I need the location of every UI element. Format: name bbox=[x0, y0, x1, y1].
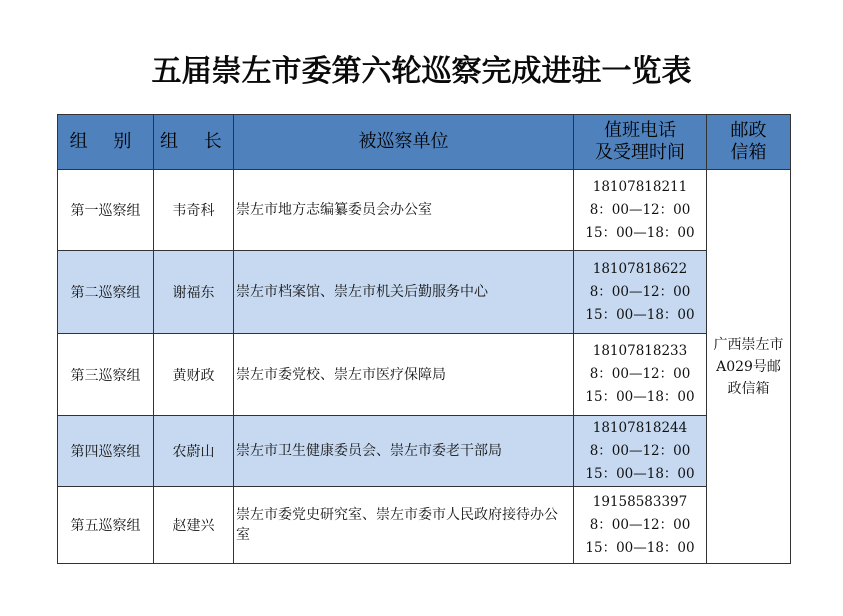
unit-cell: 崇左市档案馆、崇左市机关后勤服务中心 bbox=[234, 251, 574, 334]
header-mailbox-line2: 信箱 bbox=[730, 142, 767, 163]
table-row bbox=[58, 487, 791, 564]
leader-cell: 赵建兴 bbox=[154, 487, 234, 564]
header-phone bbox=[574, 115, 707, 170]
group-cell: 第五巡察组 bbox=[58, 487, 154, 564]
table-header-row bbox=[58, 115, 791, 170]
unit-cell: 崇左市委党校、崇左市医疗保障局 bbox=[234, 334, 574, 416]
phone-cell bbox=[574, 487, 707, 564]
group-cell: 第一巡察组 bbox=[58, 170, 154, 251]
leader-cell: 谢福东 bbox=[154, 251, 234, 334]
header-phone-line1: 值班电话 bbox=[604, 120, 676, 141]
phone-cell bbox=[574, 334, 707, 416]
leader-cell: 黄财政 bbox=[154, 334, 234, 416]
morning-hours: 8：00—12：00 bbox=[589, 201, 691, 218]
afternoon-hours: 15：00—18：00 bbox=[585, 539, 695, 556]
inspection-table bbox=[57, 114, 791, 564]
afternoon-hours: 15：00—18：00 bbox=[585, 389, 695, 405]
group-cell: 第二巡察组 bbox=[58, 251, 154, 334]
unit-cell: 崇左市卫生健康委员会、崇左市委老干部局 bbox=[234, 416, 574, 487]
leader-cell: 农蔚山 bbox=[154, 416, 234, 487]
table-row bbox=[58, 251, 791, 334]
morning-hours: 8：00—12：00 bbox=[589, 516, 691, 533]
afternoon-hours: 15：00—18：00 bbox=[585, 224, 695, 241]
header-phone-line2: 及受理时间 bbox=[595, 142, 685, 163]
phone-number: 19158583397 bbox=[592, 493, 688, 510]
phone-number: 18107818233 bbox=[592, 343, 688, 359]
phone-cell bbox=[574, 416, 707, 487]
afternoon-hours: 15：00—18：00 bbox=[585, 306, 695, 323]
phone-cell bbox=[574, 170, 707, 251]
phone-number: 18107818244 bbox=[592, 419, 688, 436]
header-group: 组 别 bbox=[58, 115, 154, 170]
afternoon-hours: 15：00—18：00 bbox=[585, 465, 695, 482]
leader-cell: 韦奇科 bbox=[154, 170, 234, 251]
morning-hours: 8：00—12：00 bbox=[589, 366, 691, 382]
table-row bbox=[58, 170, 791, 251]
morning-hours: 8：00—12：00 bbox=[589, 283, 691, 300]
table-row bbox=[58, 334, 791, 416]
phone-number: 18107818211 bbox=[592, 178, 688, 195]
unit-cell: 崇左市委党史研究室、崇左市委市人民政府接待办公室 bbox=[234, 487, 574, 564]
mailbox-cell: 广西崇左市A029号邮政信箱 bbox=[707, 170, 791, 564]
page-title: 五届崇左市委第六轮巡察完成进驻一览表 bbox=[151, 54, 692, 89]
group-cell: 第三巡察组 bbox=[58, 334, 154, 416]
header-unit: 被巡察单位 bbox=[234, 115, 574, 170]
header-mailbox-line1: 邮政 bbox=[730, 120, 767, 141]
table-row bbox=[58, 416, 791, 487]
header-leader: 组 长 bbox=[154, 115, 234, 170]
unit-cell: 崇左市地方志编纂委员会办公室 bbox=[234, 170, 574, 251]
morning-hours: 8：00—12：00 bbox=[589, 442, 691, 459]
group-cell: 第四巡察组 bbox=[58, 416, 154, 487]
phone-cell bbox=[574, 251, 707, 334]
header-mailbox bbox=[707, 115, 791, 170]
phone-number: 18107818622 bbox=[592, 260, 688, 277]
